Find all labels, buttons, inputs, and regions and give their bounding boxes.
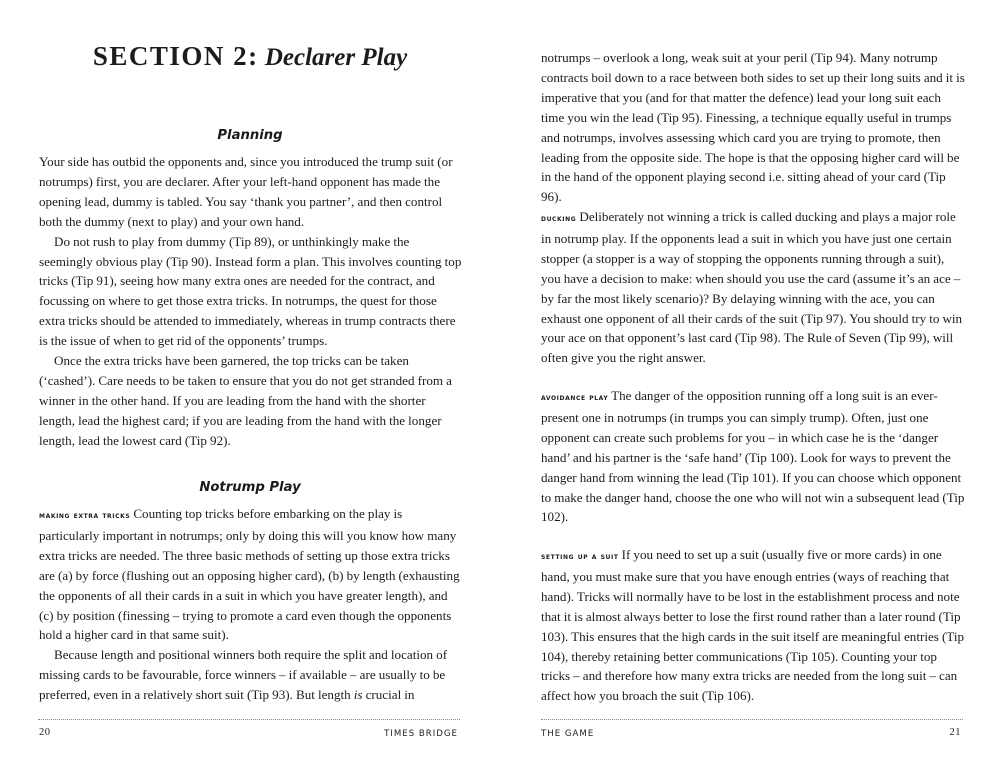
section-prefix: SECTION 2: [92, 41, 259, 71]
ducking-paragraph [541, 207, 966, 368]
length-text-emphasis: is [353, 687, 363, 703]
setup-paragraph [541, 545, 966, 706]
planning-paragraph-2: Do not rush to play from dummy (Tip 89), or unthinkingly make the seemingly obvious play (Tip 90). Instead form a plan. This involves counting top tricks (Tip 91), seeing how many extra ones are needed for the contract, and focussing on where to get those extra tricks. In notrumps, the quest for those extra tricks should be attended to immediately, whereas in trump contracts there is the issue of when to get rid of the opponents’ trumps. [39, 233, 462, 349]
extra-tricks-text: Counting top tricks before embarking on the play is particularly important in notrumps; only by doing this will you know how many extra tricks are needed. The three basic methods of setting up those extra tricks are (a) by force (flushing out an opposing higher card), (b) by length (exhausting the opponents of all their cards in a suit in which you have greater length), and (c) by position (finessing – trying to promote a card even though the opponents hold a higher card in that same suit). [39, 506, 460, 643]
avoidance-section [541, 386, 966, 527]
section-title-text: Declarer Play [264, 44, 408, 71]
length-text-before: Because length and positional winners both require the split and location of missing cards to be favourable, force winners – if available – are usually to be preferred, even in a relatively short suit (Tip 93). But length [39, 647, 448, 703]
setup-text: If you need to set up a suit (usually five or more cards) in one hand, you must make sure that you have enough entries (ways of reaching that hand). Tricks will normally have to be lost in the establishment process and note that it is almost always better to lose the first round rather than a later round (Tip 103). This ensures that the high cards in the suit itself are meaningful entries (Tip 104), thereby retaining better communications (Tip 105). Counting your top tricks – and therefore how many extra tricks are needed from the long suit – can affect how you broach the suit (Tip 106). [541, 547, 965, 704]
planning-paragraph-1: Your side has outbid the opponents and, since you introduced the trump suit (or notrumps) first, you are declarer. After your left-hand opponent has made the opening lead, dummy is tabled. You say ‘thank you partner’, and then control both the dummy (next to play) and your own hand. [39, 154, 453, 229]
planning-section [39, 152, 464, 451]
running-head-left: TIMES BRIDGE [384, 729, 458, 739]
footer-rule-left [38, 719, 460, 720]
continuation-section [541, 48, 966, 207]
notrump-section [39, 504, 464, 705]
avoidance-label: avoidance play [541, 392, 609, 403]
setup-section [541, 545, 966, 706]
planning-heading: Planning [217, 128, 283, 143]
continuation-paragraph: notrumps – overlook a long, weak suit at your peril (Tip 94). Many notrump contracts boil down to a race between both sides to set up their long suits and it is imperative that you (and for that matter the defence) lead your long suit each time you win the lead (Tip 95). Finessing, a technique equally useful in trumps and notrumps, involves assessing which card you are trying to promote, then leading from the opposite side. The hope is that the opposing higher card will be in the hand of the opponent playing second i.e. sitting ahead of your card (Tip 96). [541, 50, 965, 205]
ducking-section [541, 207, 966, 368]
setup-label: setting up a suit [541, 551, 619, 562]
ducking-label: ducking [541, 213, 577, 224]
page-number-right: 21 [949, 727, 961, 738]
avoidance-paragraph [541, 386, 966, 527]
running-head-right: THE GAME [541, 729, 595, 739]
avoidance-text: The danger of the opposition running off a long suit is an ever-present one in notrumps (in trumps you can simply trump). Often, just one opponent can create such problems for you – in which case he is the ‘danger hand’ and his partner is the ‘safe hand’ (Tip 100). Look for ways to prevent the danger hand from winning the lead (Tip 101). If you can choose which opponent to make the danger hand, choose the one who will not win a subsequent lead (Tip 102). [541, 388, 965, 525]
extra-tricks-paragraph [39, 504, 464, 645]
length-text-after: crucial in [362, 687, 415, 703]
length-paragraph [39, 645, 464, 705]
extra-tricks-label: making extra tricks [39, 510, 131, 521]
right-page [500, 0, 1000, 767]
ducking-text: Deliberately not winning a trick is called ducking and plays a major role in notrump play. If the opponents lead a suit in which you have just one certain stopper (a stopper is a way of stopping the opponents running through a suit), you have a decision to make: when should you use the card (assume it’s an ace – by far the most likely scenario)? By delaying winning with the ace, you can exhaust one opponent of all their cards of the suit (Tip 97). You should try to win your ace on that opponent’s last card (Tip 98). The Rule of Seven (Tip 99), will often give you the right answer. [541, 209, 963, 366]
notrump-heading: Notrump Play [199, 480, 301, 495]
planning-paragraph-3: Once the extra tricks have been garnered, the top tricks can be taken (‘cashed’). Care needs to be taken to ensure that you do not get stranded from a winner in the other hand. If you are leading from the hand with the shorter length, lead the highest card; if you are leading from the hand with the longer length, lead the lowest card (Tip 92). [39, 353, 452, 448]
section-title [0, 40, 500, 74]
page-number-left: 20 [39, 727, 51, 738]
footer-rule-right [541, 719, 963, 720]
